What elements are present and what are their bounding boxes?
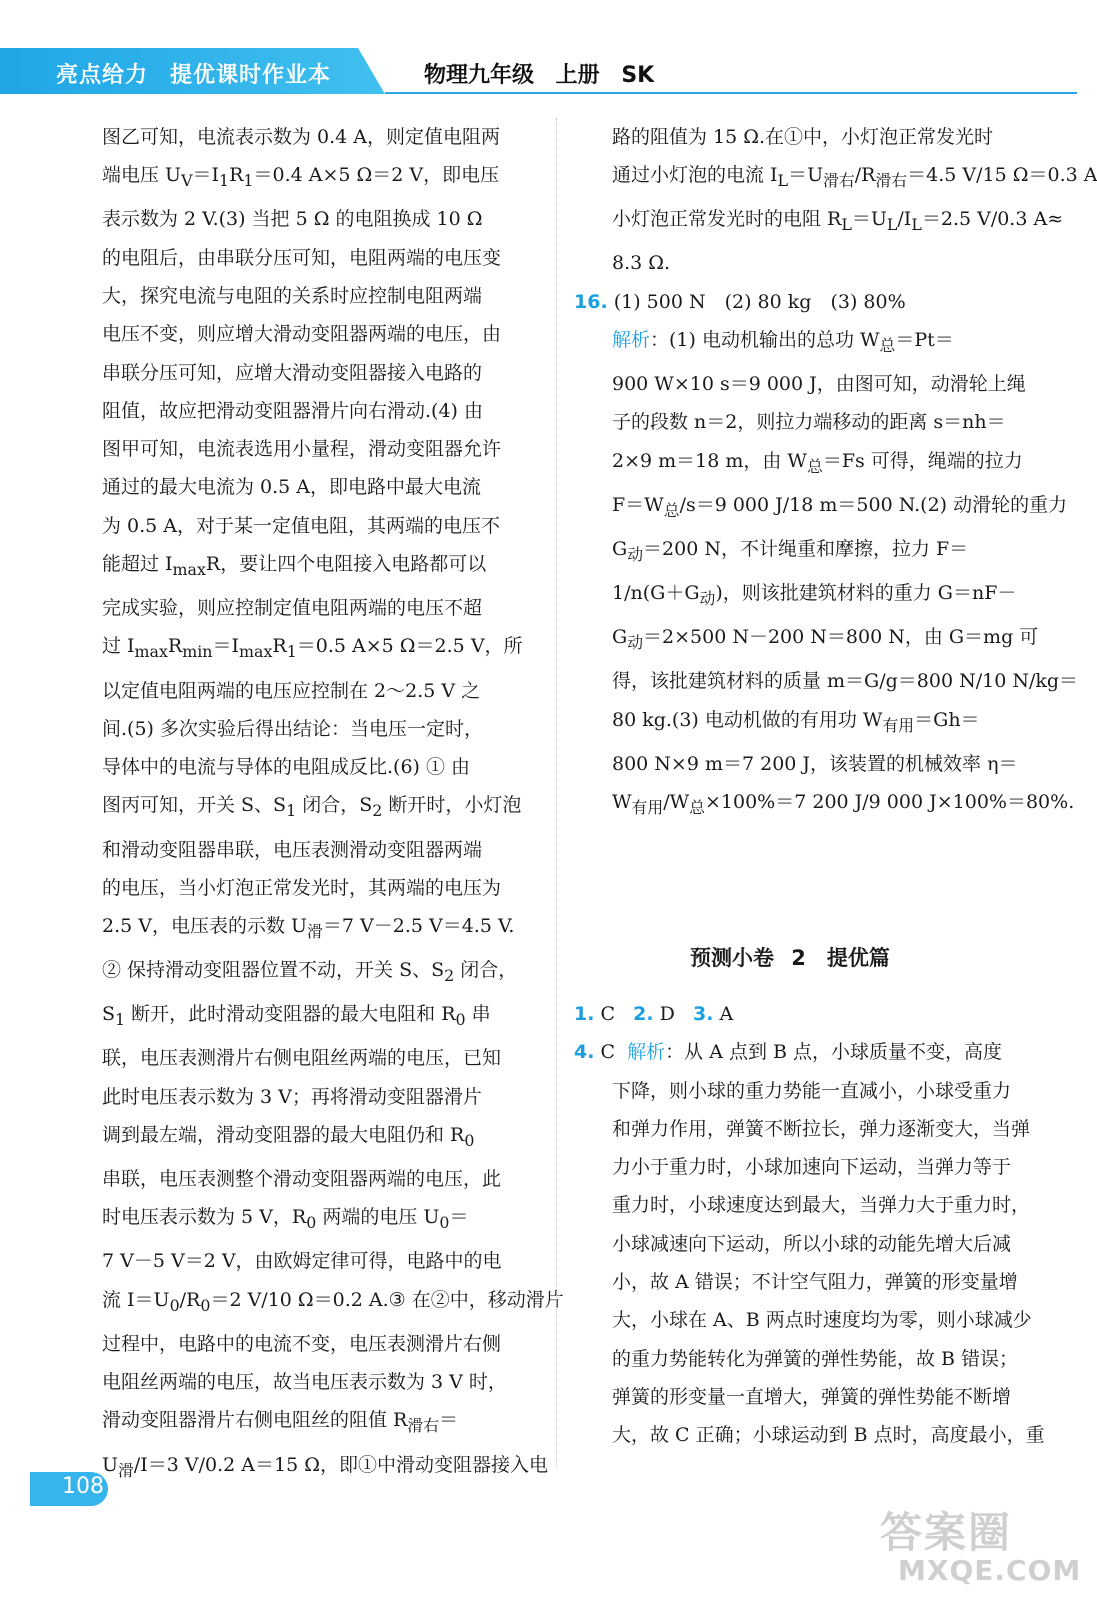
right-text-line: 小灯泡正常发光时的电阻 $R_L=U_L/I_L=2.5$ V/0.3 A≈ (612, 208, 1064, 235)
watermark-url: MXQE.COM (898, 1554, 1082, 1587)
left-text-line: 表示数为 2 V.(3) 当把 5 Ω 的电阻换成 10 Ω (102, 208, 483, 231)
right-text-line: 800 N×9 m＝7 200 J，该装置的机械效率 η＝ (612, 752, 1018, 775)
analysis-label: 解析 (627, 1041, 666, 1064)
left-text-line: 为 0.5 A，对于某一定值电阻，其两端的电压不 (102, 514, 501, 537)
answer-choice: C (600, 1041, 616, 1064)
left-text-line: 过 $I_{max}R_{min}=I_{max}R_1=0.5$ A×5 Ω＝2.5 V，所 (102, 635, 523, 662)
watermark (880, 1500, 1082, 1590)
analysis-line: 小球减速向下运动，所以小球的动能先增大后减 (612, 1232, 1012, 1255)
watermark-logo: 答案圈 (880, 1508, 1013, 1557)
left-text-line: 以定值电阻两端的电压应控制在 2～2.5 V 之 (102, 679, 481, 702)
analysis-line: 下降，则小球的重力势能一直减小，小球受重力 (612, 1079, 1012, 1102)
answer-choice: C (600, 1003, 616, 1025)
left-text-line: 调到最左端，滑动变阻器的最大电阻仍和 $R_0$ (102, 1124, 475, 1150)
question-number: 16. (574, 290, 608, 313)
question-number: 1. (574, 1003, 595, 1025)
right-text-line: 900 W×10 s＝9 000 J，由图可知，动滑轮上绳 (612, 373, 1026, 396)
left-text-line: 导体中的电流与导体的电阻成反比.(6) ① 由 (102, 756, 471, 779)
banner-title (56, 58, 353, 89)
answer-choice: A (719, 1003, 734, 1025)
left-text-line: 间.(5) 多次实验后得出结论：当电压一定时， (102, 717, 483, 740)
left-text-line: 图甲可知，电流表选用小量程，滑动变阻器允许 (102, 438, 502, 461)
left-text-line: 流 $I=U_0/R_0=2$ V/10 Ω＝0.2 A.③ 在②中，移动滑片 (102, 1288, 564, 1315)
analysis-line: 弹簧的形变量一直增大，弹簧的弹性势能不断增 (612, 1385, 1012, 1408)
page-header (0, 0, 1077, 100)
answer-section (574, 995, 1052, 1455)
left-text-line: 阻值，故应把滑动变阻器滑片向右滑动.(4) 由 (102, 399, 483, 422)
left-text-line: 端电压 $U_V=I_1R_1=0.4$ A×5 Ω＝2 V，即电压 (102, 164, 500, 191)
left-text-line: 图丙可知，开关 S、$S_1$ 闭合，$S_2$ 断开时，小灯泡 (102, 794, 522, 821)
question-number: 2. (633, 1003, 654, 1025)
page-number: 108 (62, 1474, 104, 1499)
left-text-line: 时电压表示数为 5 V，$R_0$ 两端的电压 $U_0=$ (102, 1206, 469, 1233)
analysis-line: 大，小球在 A、B 两点时速度均为零，则小球减少 (612, 1309, 1032, 1332)
left-text-line: $U_滑/I=3$ V/0.2 A＝15 Ω，即①中滑动变阻器接入电 (102, 1453, 548, 1480)
right-text-line: 8.3 Ω. (612, 252, 671, 275)
right-text-line: $W_{有用}/W_总\times 100\%=7$ 200 J/9 000 J×100%＝80%. (612, 790, 1075, 817)
left-text-line: 的电阻后，由串联分压可知，电阻两端的电压变 (102, 246, 502, 269)
left-text-line: 过程中，电路中的电流不变，电压表测滑片右侧 (102, 1332, 502, 1355)
left-column (102, 118, 564, 1490)
analysis-line: 解析：(1) 电动机输出的总功 $W_总=Pt=$ (612, 329, 954, 355)
right-column (574, 118, 1097, 827)
column-divider (556, 118, 557, 1468)
left-text-line: 串联，电压表测整个滑动变阻器两端的电压，此 (102, 1168, 502, 1191)
left-text-line: 此时电压表示数为 3 V；再将滑动变阻器滑片 (102, 1085, 482, 1108)
right-text-line: $G_动=200$ N，不计绳重和摩擦，拉力 F＝ (612, 537, 969, 564)
banner-title-brand: 亮点给力 (56, 63, 149, 88)
left-text-line: 串联分压可知，应增大滑动变阻器接入电路的 (102, 361, 483, 384)
right-text-line: 子的段数 n＝2，则拉力端移动的距离 s＝nh＝ (612, 411, 1006, 434)
right-text-line: 得，该批建筑材料的质量 m＝G/g＝800 N/10 N/kg＝ (612, 670, 1079, 693)
left-text-line: 7 V－5 V＝2 V，由欧姆定律可得，电路中的电 (102, 1250, 502, 1273)
left-text-line: $S_1$ 断开，此时滑动变阻器的最大电阻和 $R_0$ 串 (102, 1003, 491, 1030)
answer-choice: D (659, 1003, 675, 1025)
question-answer-line: 16. (1) 500 N (2) 80 kg (3) 80% (574, 290, 906, 313)
left-text-line: 能超过 $I_{max}R$，要让四个电阻接入电路都可以 (102, 553, 487, 579)
left-text-line: ② 保持滑动变阻器位置不动，开关 S、$S_2$ 闭合， (102, 959, 518, 986)
left-text-line: 联，电压表测滑片右侧电阻丝两端的电压，已知 (102, 1047, 502, 1070)
right-text-line: $G_动=2\times 500$ N－200 N＝800 N，由 G＝mg 可 (612, 626, 1039, 652)
question-number: 4. (574, 1041, 595, 1064)
left-text-line: 通过的最大电流为 0.5 A，即电路中最大电流 (102, 476, 482, 499)
right-text-line: $F=W_总/s=9$ 000 J/18 m＝500 N.(2) 动滑轮的重力 (612, 493, 1068, 520)
right-text-line: 2×9 m＝18 m，由 $W_总=Fs$ 可得，绳端的拉力 (612, 449, 1023, 476)
subject-label: 物理九年级 上册 SK (424, 63, 655, 88)
banner-title-book: 提优课时作业本 (170, 63, 332, 88)
analysis-line: 重力时，小球速度达到最大，当弹力大于重力时， (612, 1194, 1031, 1217)
left-text-line: 完成实验，则应控制定值电阻两端的电压不超 (102, 597, 483, 620)
analysis-line: 的重力势能转化为弹簧的弹性势能，故 B 错误； (612, 1347, 1019, 1370)
right-text-line: 80 kg.(3) 电动机做的有用功 $W_{有用}=Gh=$ (612, 708, 980, 735)
right-text-line: $1/n(G+G_动)$，则该批建筑材料的重力 G＝nF－ (612, 582, 1017, 608)
question-number: 3. (693, 1003, 714, 1025)
analysis-line: 大，故 C 正确；小球运动到 B 点时，高度最小，重 (612, 1424, 1045, 1447)
analysis-line: 小，故 A 错误；不计空气阻力，弹簧的形变量增 (612, 1271, 1018, 1294)
left-text-line: 电阻丝两端的电压，故当电压表示数为 3 V 时， (102, 1371, 507, 1394)
left-text-line: 电压不变，则应增大滑动变阻器两端的电压，由 (102, 323, 502, 346)
section-title: 预测小卷 2 提优篇 (690, 946, 890, 970)
left-text-line: 和滑动变阻器串联，电压表测滑动变阻器两端 (102, 838, 483, 861)
left-text-line: 图乙可知，电流表示数为 0.4 A，则定值电阻两 (102, 126, 501, 148)
left-text-line: 的电压，当小灯泡正常发光时，其两端的电压为 (102, 876, 502, 899)
left-text-line: 2.5 V，电压表的示数 $U_滑=7$ V－2.5 V＝4.5 V. (102, 915, 515, 941)
right-text-line: 通过小灯泡的电流 $I_L=U_{滑右}/R_{滑右}=4.5$ V/15 Ω＝0.3 A (612, 164, 1097, 191)
answer-row (574, 995, 1052, 1033)
left-text-line: 滑动变阻器滑片右侧电阻丝的阻值 $R_{滑右}=$ (102, 1409, 459, 1436)
question-answer-line: 4. C 解析：从 A 点到 B 点，小球质量不变，高度 (574, 1041, 1002, 1064)
analysis-line: 和弹力作用，弹簧不断拉长，弹力逐渐变大，当弹 (612, 1117, 1031, 1140)
left-text-line: 大，探究电流与电阻的关系时应控制电阻两端 (102, 284, 483, 307)
analysis-label: 解析 (612, 329, 651, 352)
right-text-line: 路的阻值为 15 Ω.在①中，小灯泡正常发光时 (612, 126, 994, 148)
header-rule (385, 92, 1077, 94)
analysis-line: 力小于重力时，小球加速向下运动，当弹力等于 (612, 1156, 1012, 1179)
